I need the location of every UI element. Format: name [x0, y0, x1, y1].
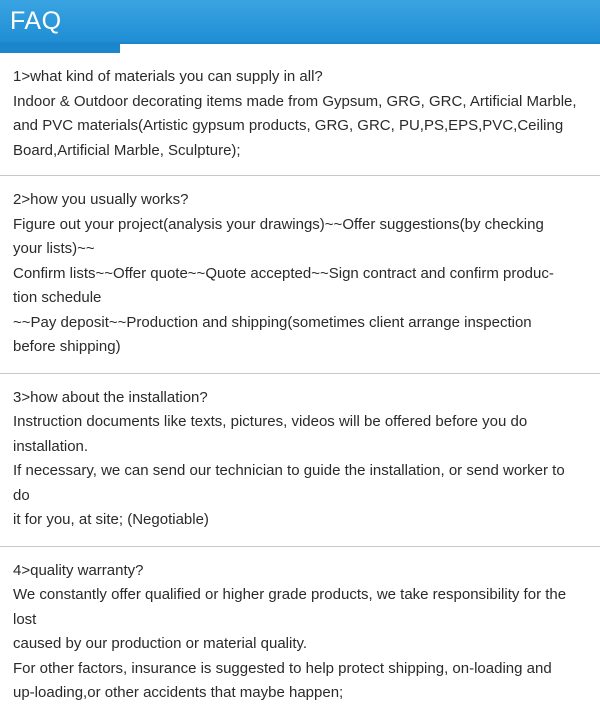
- faq-answer-line: caused by our production or material quality.: [13, 635, 308, 652]
- faq-question: 1>what kind of materials you can supply in all?: [13, 68, 323, 85]
- faq-answer-line: it for you, at site; (Negotiable): [13, 511, 209, 528]
- faq-answer-line: do: [13, 486, 30, 504]
- faq-answer-line: Figure out your project(analysis your drawings)~~Offer suggestions(by checking: [13, 215, 544, 233]
- faq-answer-line: your lists)~~: [13, 240, 95, 257]
- faq-question: 2>how you usually works?: [13, 191, 189, 208]
- faq-answer-line: Confirm lists~~Offer quote~~Quote accepted~~Sign contract and confirm produc-: [13, 264, 554, 282]
- faq-answer-line: Instruction documents like texts, pictures, videos will be offered before you do: [13, 413, 528, 430]
- faq-answer-line: before shipping): [13, 338, 121, 355]
- faq-answer-line: and PVC materials(Artistic gypsum products, GRG, GRC, PU,PS,EPS,PVC,Ceiling: [13, 117, 564, 134]
- faq-title: FAQ: [10, 7, 62, 35]
- faq-answer-line: Board,Artificial Marble, Sculpture);: [13, 141, 241, 159]
- faq-header: [0, 0, 600, 42]
- header-divider: [120, 42, 600, 44]
- faq-item-installation: [0, 374, 600, 547]
- faq-answer-line: If necessary, we can send our technician to guide the installation, or send worker to: [13, 462, 565, 479]
- faq-question: 4>quality warranty?: [13, 561, 144, 579]
- faq-answer-line: installation.: [13, 437, 89, 455]
- faq-answer-line: tion schedule: [13, 289, 102, 306]
- header-tab-accent: [0, 42, 120, 53]
- faq-question: 3>how about the installation?: [13, 388, 208, 406]
- faq-item-materials: [0, 53, 600, 176]
- faq-answer-line: Indoor & Outdoor decorating items made from Gypsum, GRG, GRC, Artificial Marble,: [13, 92, 577, 110]
- faq-answer-line: For other factors, insurance is suggested to help protect shipping, on-loading and: [13, 659, 552, 677]
- faq-answer-line: up-loading,or other accidents that maybe happen;: [13, 684, 344, 701]
- faq-answer-line: We constantly offer qualified or higher grade products, we take responsibility for the: [13, 586, 567, 603]
- faq-answer-line: ~~Pay deposit~~Production and shipping(sometimes client arrange inspection: [13, 313, 532, 331]
- faq-item-workflow: [0, 176, 600, 374]
- faq-list: [0, 53, 600, 718]
- faq-item-warranty: [0, 547, 600, 718]
- faq-answer-line: lost: [13, 610, 37, 628]
